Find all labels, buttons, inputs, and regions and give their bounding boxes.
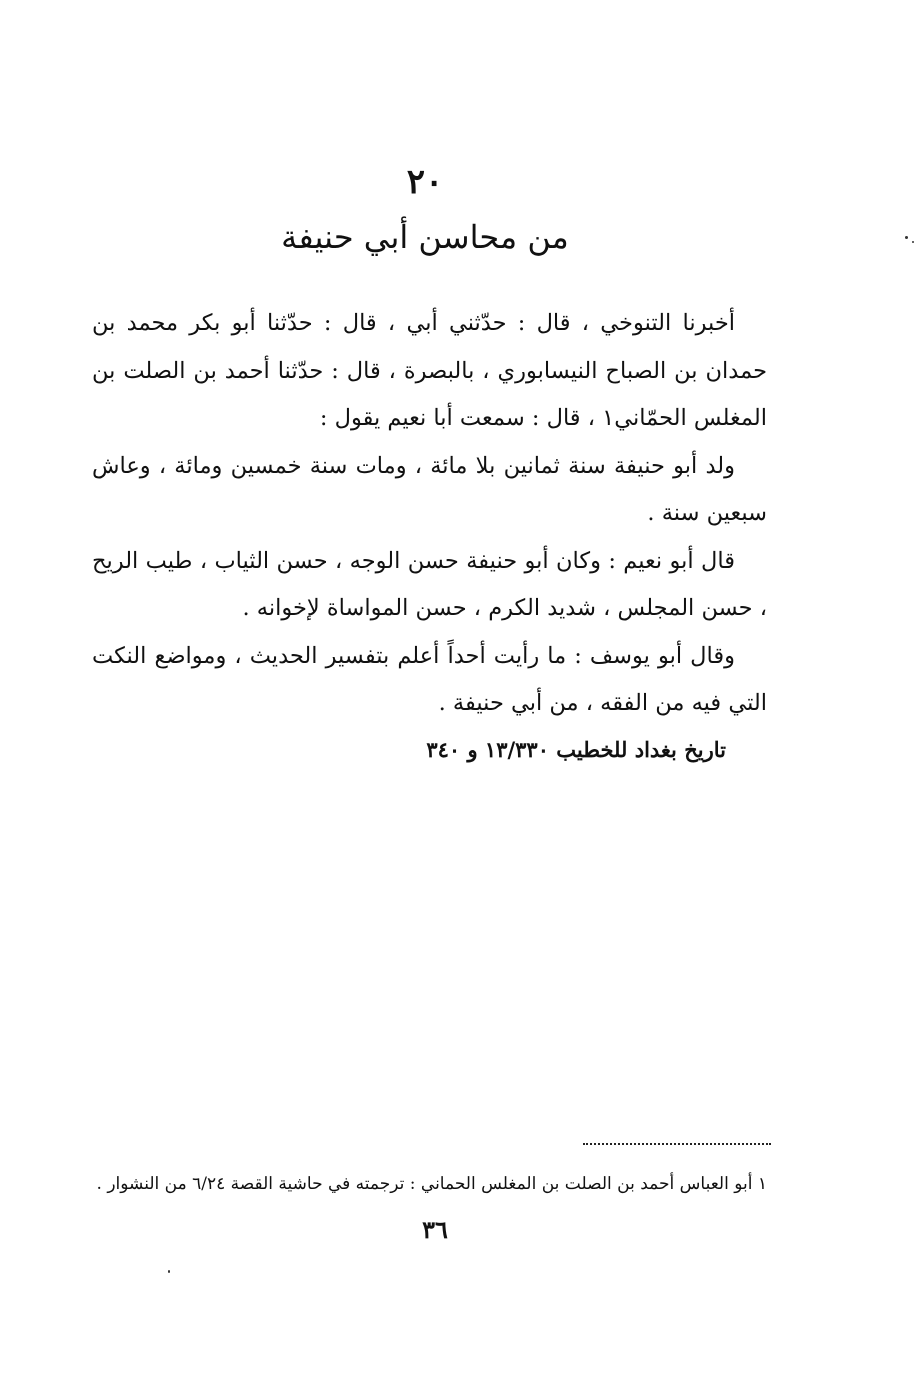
scan-speck [168, 1270, 170, 1273]
paragraph-isnad: أخبرنا التنوخي ، قال : حدّثني أبي ، قال : حدّثنا أبو بكر محمد بن حمدان بن الصباح النيسابوري ، بالبصرة ، قال : حدّثنا أحمد بن الصلت بن المغلس الحمّاني١ ، قال : سمعت أبا نعيم يقول : [92, 310, 767, 431]
section-title: من محاسن أبي حنيفة [281, 218, 569, 256]
paragraph-abu-yusuf: وقال أبو يوسف : ما رأيت أحداً أعلم بتفسير الحديث ، ومواضع النكت التي فيه من الفقه ، من أبي حنيفة . [92, 642, 767, 716]
scan-speck [905, 236, 908, 239]
source-citation: تاريخ بغداد للخطيب ١٣/٣٣٠ و ٣٤٠ [426, 737, 726, 762]
paragraph-abu-nuaym: قال أبو نعيم : وكان أبو حنيفة حسن الوجه ، حسن الثياب ، طيب الريح ، حسن المجلس ، شديد الكرم ، حسن المواساة لإخوانه . [92, 547, 767, 621]
page-number: ٣٦ [422, 1215, 448, 1244]
body-text [92, 300, 767, 728]
section-number: ٢٠ [406, 162, 444, 202]
footnote: ١ أبو العباس أحمد بن الصلت بن المغلس الحماني : ترجمته في حاشية القصة ٦/٢٤ من النشوار . [96, 1174, 767, 1194]
paragraph-birth-death: ولد أبو حنيفة سنة ثمانين بلا مائة ، ومات سنة خمسين ومائة ، وعاش سبعين سنة . [92, 452, 767, 526]
footnote-divider [583, 1143, 771, 1145]
scan-speck [912, 241, 914, 243]
